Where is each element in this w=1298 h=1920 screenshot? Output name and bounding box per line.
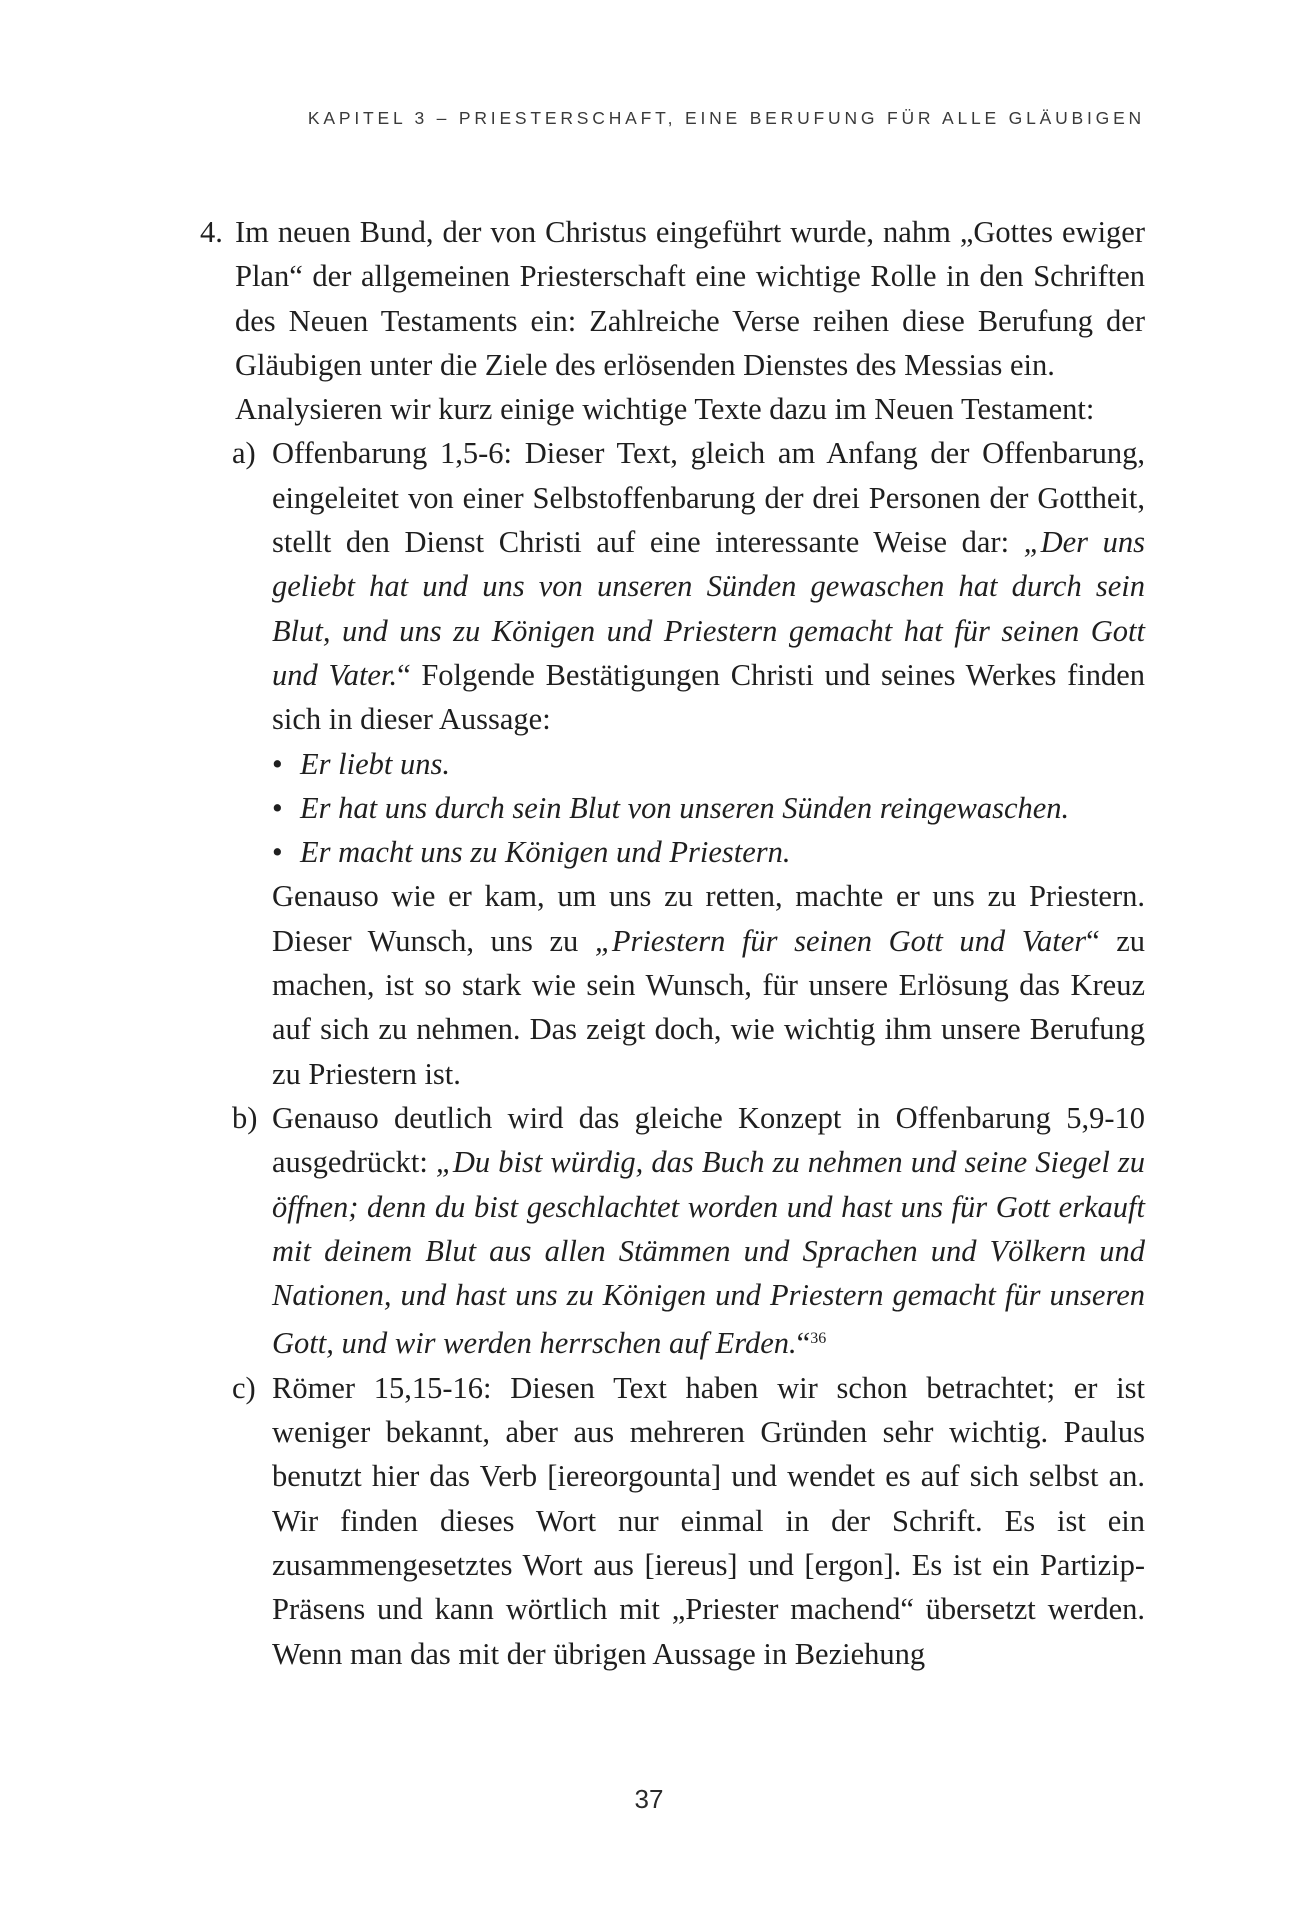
bullet-text: Er macht uns zu Königen und Priestern. bbox=[300, 835, 791, 870]
bullet-dot: • bbox=[272, 790, 283, 825]
page-number: 37 bbox=[634, 1784, 664, 1814]
subitem-a-lead: Offenbarung 1,5-6: Dieser Text, gleich am Anfang der Offenbarung, eingeleitet von einer Selbstoffenbarung der drei Personen der Gottheit, stellt den Dienst Christi auf eine interessante Weise dar: bbox=[272, 436, 1145, 560]
body-text bbox=[200, 210, 1145, 1676]
subitem-a bbox=[200, 431, 1145, 741]
subitem-b-quote: „Du bist würdig, das Buch zu nehmen und seine Siegel zu öffnen; denn du bist geschlachtet worden und hast uns für Gott erkauft mit deinem Blut aus allen Stämmen und Sprachen und Völkern und Nationen, und hast uns zu Königen und Priestern gemacht für unseren Gott, und wir werden herrschen auf Erden. bbox=[272, 1145, 1145, 1361]
item-4-intro bbox=[200, 387, 1145, 431]
para-quote: „Priestern für seinen Gott und Vater bbox=[594, 923, 1087, 958]
subitem-letter-b: b) bbox=[232, 1100, 258, 1135]
running-head: KAPITEL 3 – PRIESTERSCHAFT, EINE BERUFUNG FÜR ALLE GLÄUBIGEN bbox=[307, 108, 1145, 128]
bullet-item bbox=[200, 742, 1145, 786]
bullet-text: Er liebt uns. bbox=[300, 746, 450, 781]
item-4-text: Im neuen Bund, der von Christus eingeführt wurde, nahm „Gottes ewiger Plan“ der allgemeinen Priesterschaft eine wichtige Rolle in den Schriften des Neuen Testaments ein: Zahlreiche Verse reihen diese Berufung der Gläubigen unter die Ziele des erlösenden Dienstes des Messias ein. bbox=[235, 215, 1145, 382]
subitem-letter-c: c) bbox=[232, 1370, 256, 1405]
subitem-a-after: “ Folgende Bestätigungen Christi und seines Werkes finden sich in dieser Aussage: bbox=[272, 657, 1146, 737]
subitem-a-paragraph bbox=[200, 874, 1145, 1095]
para-start: Genauso wie er kam, um uns zu retten, machte er uns zu Priestern. Dieser Wunsch, uns zu bbox=[272, 879, 1145, 958]
bullet-dot: • bbox=[272, 835, 283, 870]
bullet-dot: • bbox=[272, 746, 283, 781]
bullet-item bbox=[200, 786, 1145, 830]
subitem-b bbox=[200, 1096, 1145, 1366]
footnote-marker[interactable]: 36 bbox=[810, 1330, 827, 1348]
subitem-b-close: “ bbox=[796, 1326, 811, 1361]
item-number: 4. bbox=[200, 215, 223, 249]
bullet-text: Er hat uns durch sein Blut von unseren Sünden reingewaschen. bbox=[300, 790, 1070, 825]
subitem-a-quote: „Der uns geliebt hat und uns von unseren Sünden gewaschen hat durch sein Blut, und uns zu Königen und Priestern gemacht hat für seinen Gott und Vater. bbox=[272, 525, 1145, 692]
bullet-item bbox=[200, 830, 1145, 874]
subitem-letter-a: a) bbox=[232, 436, 256, 471]
subitem-c-text: Römer 15,15-16: Diesen Text haben wir schon betrachtet; er ist weniger bekannt, aber aus mehreren Gründen sehr wichtig. Paulus benutzt hier das Verb [iereorgounta] und wendet es auf sich selbst an. Wir finden dieses Wort nur einmal in der Schrift. Es ist ein zusammengesetztes Wort aus [iereus] und [ergon]. Es ist ein Partizip-Präsens und kann wörtlich mit „Priester machend“ übersetzt werden. Wenn man das mit der übrigen Aussage in Beziehung bbox=[272, 1370, 1145, 1671]
item-4 bbox=[200, 210, 1145, 387]
para-end: “ zu machen, ist so stark wie sein Wunsch, für unsere Erlösung das Kreuz auf sich zu nehmen. Das zeigt doch, wie wichtig ihm unsere Berufung zu Priestern ist. bbox=[272, 923, 1146, 1091]
intro-text: Analysieren wir kurz einige wichtige Texte dazu im Neuen Testament: bbox=[235, 392, 1095, 427]
subitem-b-lead: Genauso deutlich wird das gleiche Konzept in Offenbarung 5,9-10 ausgedrückt: bbox=[272, 1100, 1145, 1180]
subitem-c bbox=[200, 1366, 1145, 1676]
